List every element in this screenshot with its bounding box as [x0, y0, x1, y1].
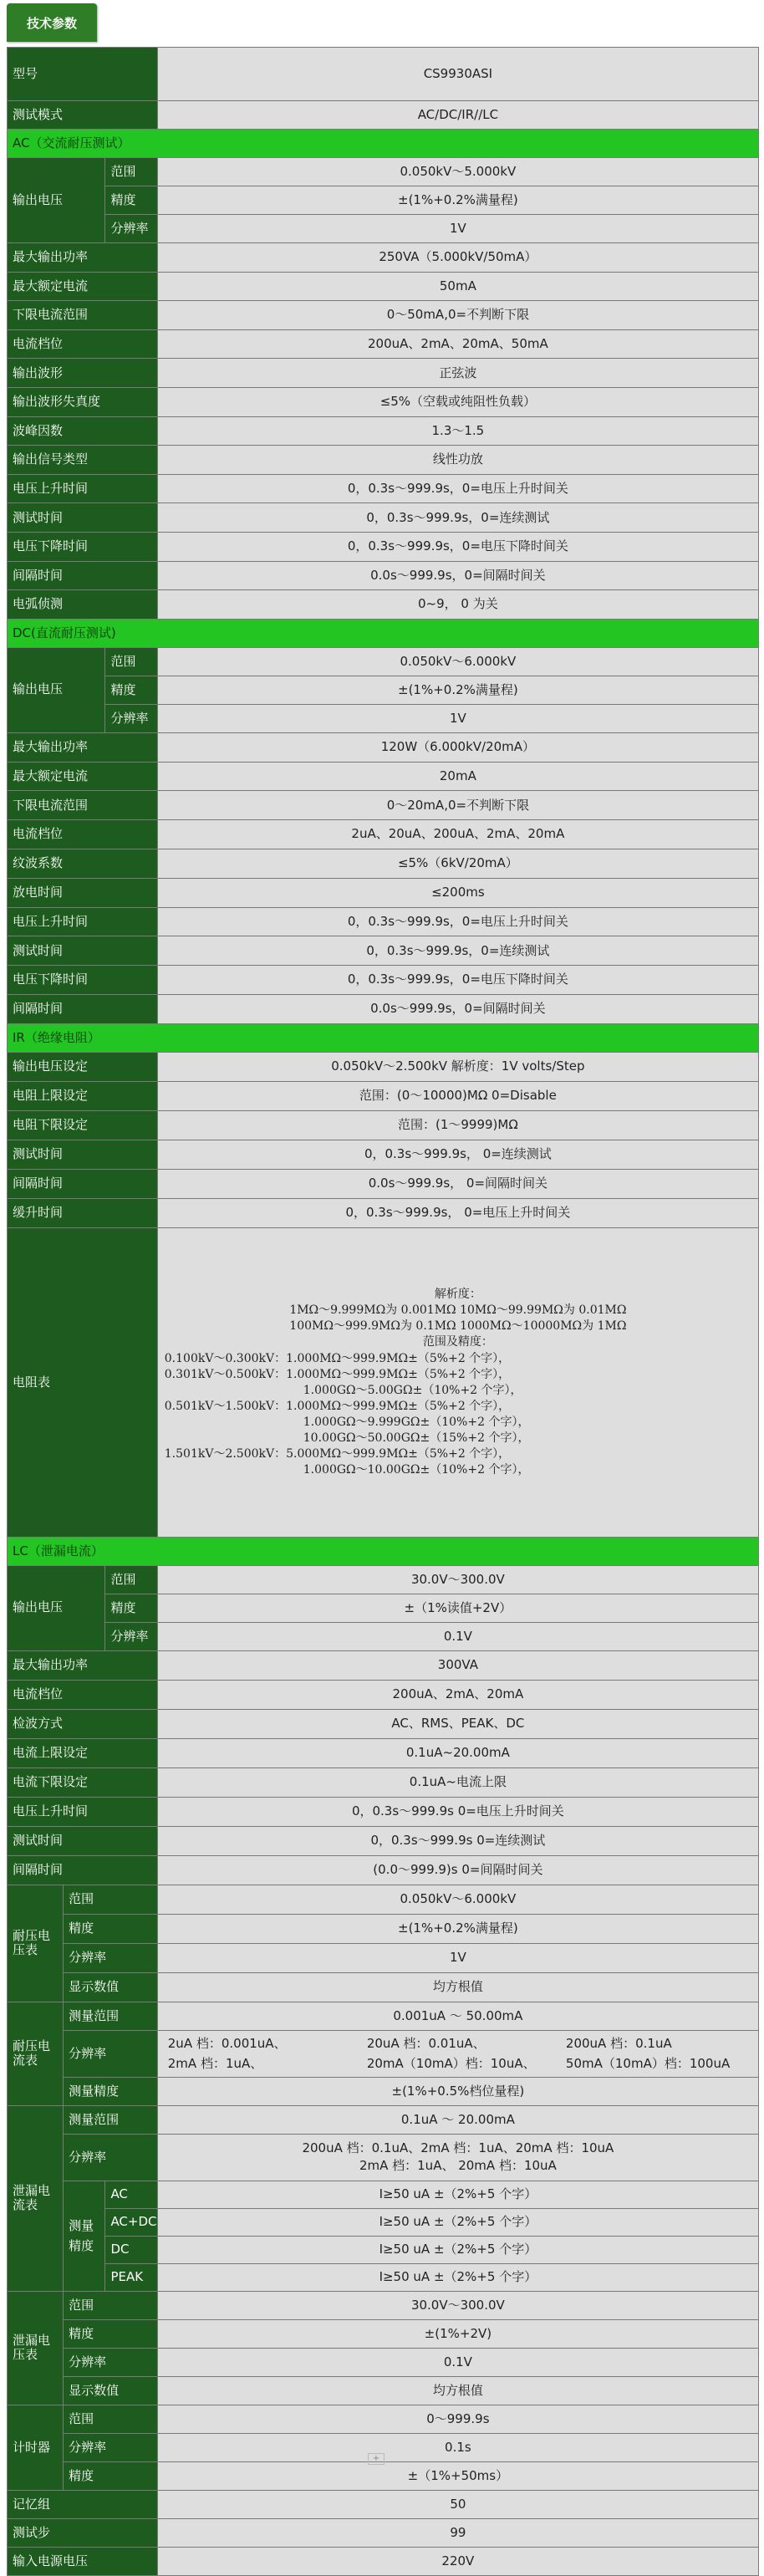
- output-voltage-label: 输出电压: [8, 1565, 105, 1650]
- sub-label: 范围: [105, 1565, 157, 1594]
- table-row: [8, 359, 759, 388]
- param-value: 0，0.3s～999.9s， 0=连续测试: [157, 1140, 758, 1169]
- param-value: 200uA、2mA、20mA: [157, 1680, 758, 1709]
- param-value: 均方根值: [157, 1972, 758, 2002]
- sub-label: 分辨率: [105, 1622, 157, 1650]
- param-label: 电压下降时间: [8, 532, 158, 561]
- resistance-spec-block: [163, 1288, 753, 1477]
- meter-label: 耐压电压表: [8, 1885, 64, 2002]
- sub-label: 分辨率: [64, 2348, 158, 2376]
- param-label: 最大输出功率: [8, 732, 158, 762]
- param-value: 200uA、2mA、20mA、50mA: [157, 329, 758, 359]
- param-value: 0，0.3s～999.9s，0=电压下降时间关: [157, 966, 758, 995]
- param-value: [157, 2134, 758, 2181]
- section-header: [8, 619, 759, 647]
- param-value: CS9930ASI: [157, 48, 758, 101]
- param-value: 0.050kV～6.000kV: [157, 647, 758, 676]
- param-value: ±(1%+0.2%满量程): [157, 1914, 758, 1943]
- param-value: 2uA、20uA、200uA、2mA、20mA: [157, 820, 758, 849]
- resolution-item: 20mA（10mA）档：10uA、: [366, 2056, 536, 2072]
- section-title: LC（泄漏电流）: [13, 1543, 104, 1558]
- param-value: ≤5%（6kV/20mA）: [157, 849, 758, 878]
- param-value: 1V: [157, 215, 758, 243]
- output-voltage-label: 输出电压: [8, 158, 105, 243]
- param-label: 最大输出功率: [8, 1650, 158, 1680]
- table-row: [8, 1972, 759, 2002]
- param-value: I≥50 uA ±（2%+5 个字）: [157, 2236, 758, 2263]
- sub-label: 测量范围: [64, 2002, 158, 2030]
- table-row: [8, 1650, 759, 1680]
- param-value: 0，0.3s～999.9s 0=电压上升时间关: [157, 1797, 758, 1826]
- sub-label: 精度: [105, 676, 157, 704]
- sub-label: 范围: [64, 1885, 158, 1914]
- table-row: [8, 2208, 759, 2236]
- table-row: [8, 2490, 759, 2518]
- table-row: [8, 647, 759, 676]
- table-row: [8, 474, 759, 503]
- param-value: 0.0s～999.9s，0=间隔时间关: [157, 561, 758, 590]
- resistance-spec-line: 1.000GΩ～5.00GΩ±（10%+2 个字），: [303, 1383, 522, 1397]
- param-value: 50mA: [157, 272, 758, 301]
- param-value: [157, 2030, 758, 2077]
- param-value: ±(1%+0.2%满量程): [157, 186, 758, 215]
- sub-label: 分辨率: [64, 2134, 158, 2181]
- table-row: [8, 936, 759, 966]
- table-row: [8, 1709, 759, 1738]
- table-row: [8, 1943, 759, 1972]
- param-value: 均方根值: [157, 2376, 758, 2405]
- sub-label: 显示数值: [64, 1972, 158, 2002]
- param-value: ±(1%+0.2%满量程): [157, 676, 758, 704]
- table-row: [8, 1110, 759, 1140]
- param-label: 输入电源电压: [8, 2547, 158, 2575]
- param-value: 300VA: [157, 1650, 758, 1680]
- param-value: 0.1s: [157, 2433, 758, 2461]
- param-value: 1V: [157, 1943, 758, 1972]
- param-label: 电流下限设定: [8, 1767, 158, 1797]
- resolution-item: 50mA（10mA）档：100uA: [565, 2056, 731, 2072]
- table-row: [8, 704, 759, 732]
- table-row: [8, 130, 759, 158]
- param-value: 0.050kV～6.000kV: [157, 1885, 758, 1914]
- table-row: [8, 1738, 759, 1767]
- param-value: I≥50 uA ±（2%+5 个字）: [157, 2208, 758, 2236]
- resolution-grid: [160, 2033, 756, 2074]
- param-value: 0.1V: [157, 1622, 758, 1650]
- param-label: 电流档位: [8, 329, 158, 359]
- section-header: [8, 1023, 759, 1052]
- param-value: 0，0.3s～999.9s 0=连续测试: [157, 1826, 758, 1855]
- table-row: [8, 2002, 759, 2030]
- param-value: ±(1%+2V): [157, 2319, 758, 2348]
- param-value: 20mA: [157, 762, 758, 791]
- table-row: [8, 416, 759, 446]
- param-value: 0，0.3s～999.9s，0=电压上升时间关: [157, 907, 758, 936]
- param-value: 1.3～1.5: [157, 416, 758, 446]
- table-row: [8, 676, 759, 704]
- table-row: [8, 1680, 759, 1709]
- param-value: 99: [157, 2518, 758, 2547]
- table-row: [8, 1826, 759, 1855]
- param-value: 0.1V: [157, 2348, 758, 2376]
- param-label: 测试步: [8, 2518, 158, 2547]
- sub-label: 显示数值: [64, 2376, 158, 2405]
- table-row: [8, 1855, 759, 1885]
- sub-label: 范围: [105, 158, 157, 186]
- param-label: 测试时间: [8, 503, 158, 533]
- table-row: [8, 387, 759, 416]
- table-row: [8, 2134, 759, 2181]
- param-value: ≤5%（空载或纯阻性负载）: [157, 387, 758, 416]
- param-value: I≥50 uA ±（2%+5 个字）: [157, 2181, 758, 2208]
- param-label: 纹波系数: [8, 849, 158, 878]
- sub-label: 范围: [64, 2291, 158, 2319]
- resistance-spec-line: 1.000GΩ～10.00GΩ±（10%+2 个字），: [303, 1463, 530, 1477]
- sub-label: 分辨率: [64, 2030, 158, 2077]
- param-label: 测试时间: [8, 1140, 158, 1169]
- param-value: ≤200ms: [157, 878, 758, 907]
- table-row: [8, 791, 759, 820]
- resolution-line: 200uA 档：0.1uA、2mA 档：1uA、20mA 档：10uA: [302, 2140, 614, 2156]
- param-value: 0～20mA,0=不判断下限: [157, 791, 758, 820]
- table-row: [8, 619, 759, 647]
- table-row: [8, 1537, 759, 1565]
- sub-label: 分辨率: [64, 1943, 158, 1972]
- param-value: 0.001uA ～ 50.00mA: [157, 2002, 758, 2030]
- table-row: [8, 243, 759, 273]
- resistance-spec-line: 解析度：: [434, 1288, 481, 1302]
- param-label: 记忆组: [8, 2490, 158, 2518]
- table-row: [8, 2236, 759, 2263]
- table-row: [8, 2376, 759, 2405]
- param-label: 最大额定电流: [8, 272, 158, 301]
- param-value: 30.0V～300.0V: [157, 2291, 758, 2319]
- param-value: ±（1%+50ms）: [157, 2461, 758, 2490]
- param-label: 电压上升时间: [8, 1797, 158, 1826]
- output-voltage-label: 输出电压: [8, 647, 105, 732]
- table-row: [8, 2077, 759, 2105]
- resistance-spec-line: 0.100kV～0.300kV：1.000MΩ～999.9MΩ±（5%+2 个字），: [164, 1351, 511, 1365]
- table-row: [8, 966, 759, 995]
- table-row: [8, 2263, 759, 2291]
- param-value: 0～50mA,0=不判断下限: [157, 301, 758, 330]
- param-label: 测试时间: [8, 936, 158, 966]
- param-value: ±(1%+0.5%档位量程): [157, 2077, 758, 2105]
- table-row: [8, 1198, 759, 1227]
- param-value: 0～999.9s: [157, 2405, 758, 2433]
- param-label: 输出信号类型: [8, 446, 158, 475]
- resistance-spec-line: 0.301kV～0.500kV：1.000MΩ～999.9MΩ±（5%+2 个字），: [164, 1367, 511, 1381]
- param-value: 0.0s～999.9s，0=间隔时间关: [157, 994, 758, 1023]
- resolution-item: 200uA 档：0.1uA: [565, 2036, 672, 2052]
- table-row: [8, 215, 759, 243]
- table-row: [8, 820, 759, 849]
- param-value: 0.1uA ～ 20.00mA: [157, 2105, 758, 2134]
- param-label: 电阻下限设定: [8, 1110, 158, 1140]
- param-value: 0，0.3s～999.9s，0=连续测试: [157, 503, 758, 533]
- table-row: [8, 446, 759, 475]
- sub-label: AC+DC: [105, 2208, 157, 2236]
- table-row: [8, 561, 759, 590]
- table-row: [8, 2405, 759, 2433]
- param-label: 间隔时间: [8, 561, 158, 590]
- param-label: 间隔时间: [8, 994, 158, 1023]
- param-value: 220V: [157, 2547, 758, 2575]
- sub-label: 测量精度: [64, 2077, 158, 2105]
- param-value: I≥50 uA ±（2%+5 个字）: [157, 2263, 758, 2291]
- table-row: [8, 2030, 759, 2077]
- sub-label: 分辨率: [64, 2433, 158, 2461]
- meter-label: 耐压电流表: [8, 2002, 64, 2105]
- param-value: 线性功放: [157, 446, 758, 475]
- table-row: [8, 2547, 759, 2575]
- param-label: 电压下降时间: [8, 966, 158, 995]
- sub-label: 分辨率: [105, 215, 157, 243]
- table-row: [8, 272, 759, 301]
- param-label: 输出波形: [8, 359, 158, 388]
- section-title: AC（交流耐压测试）: [13, 135, 130, 150]
- param-label: 放电时间: [8, 878, 158, 907]
- table-row: [8, 907, 759, 936]
- param-label: 电压上升时间: [8, 474, 158, 503]
- table-row: [8, 329, 759, 359]
- param-value: ±（1%读值+2V）: [157, 1594, 758, 1622]
- resistance-spec-line: 10.00GΩ～50.00GΩ±（15%+2 个字），: [303, 1431, 530, 1445]
- param-value: 范围：(0～10000)MΩ 0=Disable: [157, 1081, 758, 1110]
- param-value: 0.1uA~20.00mA: [157, 1738, 758, 1767]
- param-label: 下限电流范围: [8, 791, 158, 820]
- param-value: 50: [157, 2490, 758, 2518]
- param-label: 电弧侦测: [8, 590, 158, 620]
- param-value: 120W（6.000kV/20mA）: [157, 732, 758, 762]
- table-row: [8, 158, 759, 186]
- table-row: [8, 878, 759, 907]
- param-value: 0，0.3s～999.9s， 0=电压上升时间关: [157, 1198, 758, 1227]
- param-value: 0，0.3s～999.9s，0=电压上升时间关: [157, 474, 758, 503]
- section-header: [8, 130, 759, 158]
- sub-label: 精度: [105, 186, 157, 215]
- sub-label: 精度: [64, 1914, 158, 1943]
- param-label: 间隔时间: [8, 1855, 158, 1885]
- param-label: 间隔时间: [8, 1169, 158, 1198]
- table-row: [8, 2461, 759, 2490]
- param-label: 最大输出功率: [8, 243, 158, 273]
- meter-label: 泄漏电流表: [8, 2105, 64, 2291]
- table-row: [8, 1140, 759, 1169]
- param-label: 电压上升时间: [8, 907, 158, 936]
- table-row: [8, 2319, 759, 2348]
- table-row: [8, 2348, 759, 2376]
- table-row: [8, 2518, 759, 2547]
- sub-label: 测量范围: [64, 2105, 158, 2134]
- sub-label: 测量精度: [64, 2181, 105, 2291]
- param-value: 30.0V～300.0V: [157, 1565, 758, 1594]
- resistance-spec-line: 1.000GΩ～9.999GΩ±（10%+2 个字），: [303, 1415, 530, 1429]
- tab-tech-params[interactable]: 技术参数: [7, 3, 97, 42]
- table-row: [8, 301, 759, 330]
- table-row: [8, 1914, 759, 1943]
- param-value: 0.1uA~电流上限: [157, 1767, 758, 1797]
- param-label: 电流上限设定: [8, 1738, 158, 1767]
- sub-label: 范围: [64, 2405, 158, 2433]
- table-row: [8, 1885, 759, 1914]
- sub-label: 范围: [105, 647, 157, 676]
- param-label: 电流档位: [8, 820, 158, 849]
- table-row: [8, 732, 759, 762]
- sub-label: 精度: [64, 2461, 158, 2490]
- param-label: 检波方式: [8, 1709, 158, 1738]
- resistance-meter-value: [157, 1227, 758, 1537]
- resistance-spec-line: 1MΩ～9.999MΩ为 0.001MΩ 10MΩ～99.99MΩ为 0.01MΩ: [289, 1303, 627, 1318]
- sub-label: 精度: [64, 2319, 158, 2348]
- param-value: 250VA（5.000kV/50mA）: [157, 243, 758, 273]
- meter-label: 泄漏电压表: [8, 2291, 64, 2405]
- table-row: [8, 2181, 759, 2208]
- section-title: IR（绝缘电阻）: [13, 1029, 100, 1045]
- param-value: 0.050kV～2.500kV 解析度：1V volts/Step: [157, 1052, 758, 1081]
- resolution-line: 2mA 档：1uA、 20mA 档：10uA: [359, 2157, 557, 2173]
- param-value: AC、RMS、PEAK、DC: [157, 1709, 758, 1738]
- param-label: 最大额定电流: [8, 762, 158, 791]
- spec-table: [7, 47, 759, 2576]
- table-row: [8, 2291, 759, 2319]
- param-label: 下限电流范围: [8, 301, 158, 330]
- table-row: [8, 849, 759, 878]
- param-value: 范围：(1～9999)MΩ: [157, 1110, 758, 1140]
- param-value: AC/DC/IR//LC: [157, 101, 758, 130]
- resistance-spec-line: 1.501kV～2.500kV：5.000MΩ～999.9MΩ±（5%+2 个字），: [164, 1447, 511, 1461]
- resistance-meter-label: 电阻表: [8, 1227, 158, 1537]
- param-value: 0，0.3s～999.9s，0=电压下降时间关: [157, 532, 758, 561]
- param-label: 缓升时间: [8, 1198, 158, 1227]
- table-row: [8, 101, 759, 130]
- timer-label: 计时器: [8, 2405, 64, 2490]
- param-value: 1V: [157, 704, 758, 732]
- sub-label: DC: [105, 2236, 157, 2263]
- param-label: 输出电压设定: [8, 1052, 158, 1081]
- resistance-spec-line: 范围及精度：: [422, 1335, 493, 1349]
- table-row: [8, 2105, 759, 2134]
- table-row: [8, 590, 759, 620]
- table-row: [8, 503, 759, 533]
- table-row: [8, 1594, 759, 1622]
- table-row: [8, 1169, 759, 1198]
- param-value: 0，0.3s～999.9s，0=连续测试: [157, 936, 758, 966]
- param-label: 电流档位: [8, 1680, 158, 1709]
- table-row: [8, 1023, 759, 1052]
- table-row: [8, 1565, 759, 1594]
- section-header: [8, 1537, 759, 1565]
- table-row: [8, 1052, 759, 1081]
- table-row: [8, 762, 759, 791]
- sheet-add-icon[interactable]: +: [368, 2453, 385, 2465]
- param-label: 测试模式: [8, 101, 158, 130]
- param-value: 0~9， 0 为关: [157, 590, 758, 620]
- table-row: [8, 1227, 759, 1537]
- resistance-spec-line: 0.501kV～1.500kV：1.000MΩ～999.9MΩ±（5%+2 个字），: [164, 1399, 511, 1413]
- param-value: 正弦波: [157, 359, 758, 388]
- param-label: 型号: [8, 48, 158, 101]
- table-row: [8, 186, 759, 215]
- param-value: 0.0s～999.9s， 0=间隔时间关: [157, 1169, 758, 1198]
- table-row: [8, 1622, 759, 1650]
- resolution-item: 20uA 档：0.01uA、: [366, 2036, 486, 2052]
- param-label: 波峰因数: [8, 416, 158, 446]
- section-title: DC(直流耐压测试): [13, 625, 116, 640]
- param-label: 输出波形失真度: [8, 387, 158, 416]
- param-value: 0.050kV～5.000kV: [157, 158, 758, 186]
- table-row: [8, 48, 759, 101]
- resolution-item: 2uA 档：0.001uA、: [167, 2036, 287, 2052]
- sub-label: AC: [105, 2181, 157, 2208]
- sub-label: 分辨率: [105, 704, 157, 732]
- table-row: [8, 1767, 759, 1797]
- table-row: [8, 532, 759, 561]
- table-row: [8, 1081, 759, 1110]
- sub-label: PEAK: [105, 2263, 157, 2291]
- resistance-spec-line: 100MΩ～999.9MΩ为 0.1MΩ 1000MΩ～10000MΩ为 1MΩ: [289, 1319, 627, 1334]
- param-label: 电阻上限设定: [8, 1081, 158, 1110]
- resolution-item: 2mA 档：1uA、: [167, 2056, 263, 2072]
- table-row: [8, 1797, 759, 1826]
- param-label: 测试时间: [8, 1826, 158, 1855]
- table-row: [8, 994, 759, 1023]
- param-value: (0.0～999.9)s 0=间隔时间关: [157, 1855, 758, 1885]
- sub-label: 精度: [105, 1594, 157, 1622]
